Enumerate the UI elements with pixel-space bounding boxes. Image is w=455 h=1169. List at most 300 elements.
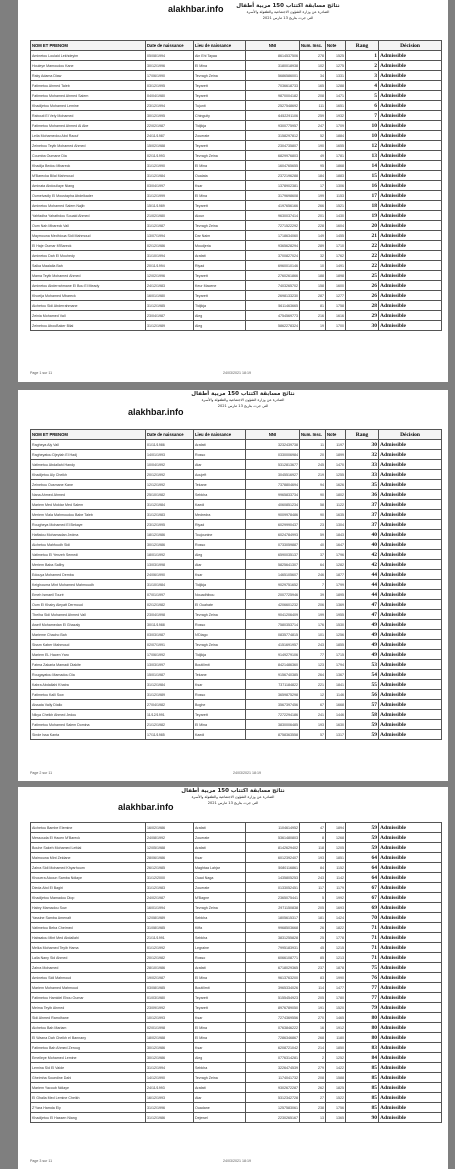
cell-note: 1275: [326, 61, 346, 71]
cell-dob: 31/12/1984: [146, 680, 194, 690]
cell-decision: Admissible: [379, 823, 442, 833]
cell-pob: Tekane: [194, 480, 246, 490]
table-row: [31, 540, 442, 550]
headline-sub1: الصادرة عن وزارة الشؤون الاجتماعية والطفولة والأسرة: [246, 10, 330, 14]
cell-pob: N'Diago: [194, 630, 246, 640]
cell-rang: 90: [346, 1113, 379, 1123]
cell-nni: 5080116861: [246, 863, 300, 873]
cell-nni: 1104614952: [246, 823, 300, 833]
cell-pob: Nouadhibou: [194, 590, 246, 600]
cell-num-insc: 214: [300, 1043, 326, 1053]
cell-num-insc: 270: [300, 1013, 326, 1023]
cell-dob: 31/12/2000: [146, 873, 194, 883]
cell-pob: El Mina: [194, 191, 246, 201]
table-row: [31, 600, 442, 610]
cell-num-insc: 181: [300, 913, 326, 923]
cell-pob: Legraine: [194, 943, 246, 953]
table-row: [31, 1023, 442, 1033]
document-page-2: [18, 390, 448, 781]
cell-nni: 9365628294: [246, 241, 300, 251]
cell-num-insc: 67: [300, 700, 326, 710]
cell-nni: 9968503668: [246, 923, 300, 933]
table-row: [31, 580, 442, 590]
cell-pob: Aioun: [194, 211, 246, 221]
cell-rang: 47: [346, 610, 379, 620]
cell-dob: 15/11/1989: [146, 201, 194, 211]
cell-dob: 31/12/1989: [146, 321, 194, 331]
cell-rang: 67: [346, 893, 379, 903]
cell-rang: 29: [346, 311, 379, 321]
cell-name: Fatimetou Mohamed Ahmed Al Abe: [31, 121, 146, 131]
cell-decision: Admissible: [379, 111, 442, 121]
cell-dob: 31/10/1994: [146, 251, 194, 261]
cell-dob: 31/12/1986: [146, 1113, 194, 1123]
cell-pob: Boghe: [194, 700, 246, 710]
cell-note: 1282: [326, 560, 346, 570]
cell-nni: 9302672287: [246, 1083, 300, 1093]
cell-rang: 35: [346, 480, 379, 490]
col-header-name: NOM ET PRENOM: [31, 430, 146, 440]
cell-name: Aichetou Bambe Elemine: [31, 823, 146, 833]
table-row: [31, 640, 442, 650]
cell-pob: M'Bagne: [194, 893, 246, 903]
cell-note: 1215: [326, 943, 346, 953]
cell-pob: Kiffa: [194, 923, 246, 933]
table-row: [31, 670, 442, 680]
cell-nni: 1465105607: [246, 570, 300, 580]
cell-note: 1843: [326, 530, 346, 540]
cell-name: Fatimetou Hamidel Ebou Oumar: [31, 993, 146, 1003]
cell-decision: Admissible: [379, 853, 442, 863]
table-row: [31, 923, 442, 933]
cell-num-insc: 64: [300, 560, 326, 570]
cell-num-insc: 8: [300, 833, 326, 843]
cell-num-insc: 165: [300, 81, 326, 91]
cell-note: 1758: [326, 301, 346, 311]
cell-dob: 18/12/1986: [146, 530, 194, 540]
cell-nni: 6590035137: [246, 550, 300, 560]
table-row: [31, 291, 442, 301]
cell-decision: Admissible: [379, 1073, 442, 1083]
headline-title: نتائج مسابقة اكتتاب 150 مربية أطفال: [191, 391, 295, 397]
cell-nni: 6829976803: [246, 151, 300, 161]
cell-decision: Admissible: [379, 520, 442, 530]
cell-pob: Teyarett: [194, 81, 246, 91]
table-row: [31, 570, 442, 580]
cell-num-insc: 241: [300, 710, 326, 720]
cell-num-insc: 26: [300, 923, 326, 933]
table-row: [31, 560, 442, 570]
cell-pob: Tekane: [194, 670, 246, 680]
cell-rang: 19: [346, 211, 379, 221]
table-row: [31, 520, 442, 530]
cell-pob: Toujounine: [194, 530, 246, 540]
table-row: [31, 823, 442, 833]
cell-note: 1693: [326, 903, 346, 913]
cell-decision: Admissible: [379, 1053, 442, 1063]
cell-dob: 31/12/1996: [146, 1103, 194, 1113]
cell-dob: 12/02/1996: [146, 271, 194, 281]
cell-name: Haftatou Mohamadan Jedma: [31, 530, 146, 540]
cell-decision: Admissible: [379, 720, 442, 730]
cell-num-insc: 238: [300, 1103, 326, 1113]
cell-decision: Admissible: [379, 873, 442, 883]
cell-pob: El Mina: [194, 161, 246, 171]
table-row: [31, 490, 442, 500]
cell-nni: 7036618733: [246, 81, 300, 91]
table-row: [31, 171, 442, 181]
cell-pob: Ouadane: [194, 1103, 246, 1113]
cell-name: Vatimetou El Yenzeh Semedi: [31, 550, 146, 560]
table-row: [31, 51, 442, 61]
page-footer-date: 24/03/2021 18:19: [223, 371, 251, 375]
cell-dob: 16/01/1994: [146, 903, 194, 913]
cell-name: Bouhe Sakeh Mohamed Lefdal: [31, 843, 146, 853]
table-row: [31, 853, 442, 863]
cell-rang: 59: [346, 730, 379, 740]
cell-nni: 8421486360: [246, 660, 300, 670]
cell-name: Emeh Ismaeil Touré: [31, 590, 146, 600]
table-row: [31, 500, 442, 510]
cell-note: 1710: [326, 241, 346, 251]
cell-decision: Admissible: [379, 261, 442, 271]
cell-note: 1647: [326, 540, 346, 550]
table-row: [31, 550, 442, 560]
cell-dob: 24/02/1987: [146, 893, 194, 903]
cell-num-insc: 20: [300, 450, 326, 460]
cell-name: Maimouna Mint Zeidane: [31, 853, 146, 863]
cell-rang: 26: [346, 281, 379, 291]
cell-num-insc: 278: [300, 51, 326, 61]
cell-note: 1331: [326, 71, 346, 81]
cell-name: Lemina Sid El Vaide: [31, 1063, 146, 1073]
cell-note: 1796: [326, 550, 346, 560]
cell-rang: 20: [346, 221, 379, 231]
cell-dob: 11/12/1991: [146, 710, 194, 720]
cell-note: 1626: [326, 480, 346, 490]
table-row: [31, 281, 442, 291]
cell-decision: Admissible: [379, 470, 442, 480]
cell-dob: 02/12/1982: [146, 600, 194, 610]
cell-num-insc: 27: [300, 1093, 326, 1103]
cell-name: Khadija Bedou Mbareck: [31, 161, 146, 171]
headline-sub2: التي جرت بتاريخ 13 مارس 2021: [207, 801, 259, 805]
cell-num-insc: 17: [300, 181, 326, 191]
cell-rang: 85: [346, 1083, 379, 1093]
cell-name: Mariem EL Hacen Yaro: [31, 650, 146, 660]
table-header-row: [31, 41, 442, 51]
table-row: [31, 440, 442, 450]
cell-num-insc: 47: [300, 823, 326, 833]
cell-decision: Admissible: [379, 151, 442, 161]
cell-pob: El Mina: [194, 1023, 246, 1033]
cell-note: 1895: [326, 590, 346, 600]
cell-num-insc: 259: [300, 111, 326, 121]
cell-nni: 2365075441: [246, 893, 300, 903]
cell-pob: Aleg: [194, 1053, 246, 1063]
cell-pob: Aoujeft: [194, 470, 246, 480]
cell-note: 1365: [326, 1113, 346, 1123]
table-row: [31, 1093, 442, 1103]
table-row: [31, 1013, 442, 1023]
cell-name: Z'Yara Hamda Ely: [31, 1103, 146, 1113]
cell-nni: 5686586001: [246, 71, 300, 81]
cell-note: 1899: [326, 450, 346, 460]
cell-dob: 15/01/1987: [146, 670, 194, 680]
col-header-nni: NNI: [246, 41, 300, 51]
cell-decision: Admissible: [379, 510, 442, 520]
cell-name: Meriem Vlala Mahmoudou Babe Taleb: [31, 510, 146, 520]
table-row: [31, 241, 442, 251]
table-row: [31, 620, 442, 630]
cell-nni: 2007725946: [246, 590, 300, 600]
cell-rang: 36: [346, 490, 379, 500]
cell-dob: 05/08/1994: [146, 51, 194, 61]
cell-note: 1802: [326, 490, 346, 500]
cell-dob: 27/04/1982: [146, 700, 194, 710]
cell-note: 1883: [326, 171, 346, 181]
cell-nni: 4206601232: [246, 600, 300, 610]
cell-nni: 7378804694: [246, 480, 300, 490]
cell-note: 1709: [326, 121, 346, 131]
cell-dob: 17/11/1985: [146, 730, 194, 740]
col-header-decision: Décision: [379, 41, 442, 51]
cell-rang: 84: [346, 1053, 379, 1063]
cell-pob: Zouerate: [194, 131, 246, 141]
cell-nni: 8142629402: [246, 843, 300, 853]
cell-note: 1525: [326, 51, 346, 61]
table-row: [31, 710, 442, 720]
cell-nni: 5155454923: [246, 993, 300, 1003]
cell-note: 1446: [326, 710, 346, 720]
cell-note: 1197: [326, 440, 346, 450]
cell-note: 1153: [326, 191, 346, 201]
cell-decision: Admissible: [379, 953, 442, 963]
cell-note: 1288: [326, 81, 346, 91]
table-row: [31, 863, 442, 873]
cell-note: 1630: [326, 720, 346, 730]
cell-name: Maymouna Medhioua Sidi Mahmoud: [31, 231, 146, 241]
cell-decision: Admissible: [379, 490, 442, 500]
cell-rang: 14: [346, 161, 379, 171]
cell-rang: 15: [346, 171, 379, 181]
cell-note: 1252: [326, 1053, 346, 1063]
cell-pob: Moudjeria: [194, 241, 246, 251]
cell-note: 1604: [326, 221, 346, 231]
cell-name: Meriem Baba Sallhy: [31, 560, 146, 570]
cell-pob: Arafatt: [194, 1083, 246, 1093]
cell-note: 1122: [326, 500, 346, 510]
cell-num-insc: 111: [300, 101, 326, 111]
cell-name: Zeinebou AbouBaker Bilal: [31, 321, 146, 331]
cell-rang: 5: [346, 91, 379, 101]
cell-name: Messouda El Hacen M'Bareck: [31, 833, 146, 843]
table-row: [31, 983, 442, 993]
cell-nni: 6012392407: [246, 853, 300, 863]
cell-num-insc: 208: [300, 91, 326, 101]
cell-rang: 37: [346, 510, 379, 520]
cell-note: 1180: [326, 1033, 346, 1043]
cell-dob: 03/04/1997: [146, 181, 194, 191]
col-header-rang: Rang: [346, 41, 379, 51]
cell-name: Leila Mohamedou Abd Raouf: [31, 131, 146, 141]
cell-name: Aminetou Dah El Mouhedy: [31, 251, 146, 261]
cell-rang: 33: [346, 470, 379, 480]
cell-name: El Ghalia Med Lemine Cheikh: [31, 1093, 146, 1103]
cell-nni: 9029751652: [246, 580, 300, 590]
cell-nni: 8976789050: [246, 1003, 300, 1013]
cell-num-insc: 123: [300, 660, 326, 670]
cell-pob: Sebkha: [194, 1063, 246, 1073]
cell-name: Zahra Mohamed: [31, 963, 146, 973]
cell-pob: Kaedi: [194, 730, 246, 740]
cell-pob: Teyarett: [194, 993, 246, 1003]
cell-pob: Teyarett: [194, 141, 246, 151]
cell-pob: Zouerate: [194, 833, 246, 843]
cell-nni: 1604765655: [246, 161, 300, 171]
cell-decision: Admissible: [379, 81, 442, 91]
cell-pob: Boutilimit: [194, 983, 246, 993]
table-row: [31, 630, 442, 640]
cell-pob: Rosso: [194, 540, 246, 550]
cell-pob: Atar: [194, 1093, 246, 1103]
cell-pob: Arafatt: [194, 843, 246, 853]
cell-name: Gheimha Souedine Dahi: [31, 1073, 146, 1083]
cell-pob: Rosso: [194, 690, 246, 700]
cell-nni: 3158297812: [246, 131, 300, 141]
cell-note: 1894: [326, 823, 346, 833]
cell-dob: 31/12/1999: [146, 191, 194, 201]
cell-dob: 22/02/1987: [146, 121, 194, 131]
cell-pob: Ksar: [194, 1043, 246, 1053]
cell-dob: 20/12/1992: [146, 470, 194, 480]
cell-name: Fatimetou Ahmed Taleb: [31, 81, 146, 91]
cell-rang: 80: [346, 1023, 379, 1033]
cell-note: 1932: [326, 111, 346, 121]
cell-nni: 2698133230: [246, 291, 300, 301]
cell-pob: Tidjikja: [194, 301, 246, 311]
cell-name: Vatimetou Beba Cheimed: [31, 923, 146, 933]
cell-pob: Tevragh Zeina: [194, 71, 246, 81]
results-body: [31, 51, 442, 331]
cell-num-insc: 289: [300, 241, 326, 251]
cell-decision: Admissible: [379, 201, 442, 211]
cell-nni: 5862278324: [246, 321, 300, 331]
cell-note: 1317: [326, 730, 346, 740]
headline-sub1: الصادرة عن وزارة الشؤون الاجتماعية والطفولة والأسرة: [201, 398, 285, 402]
cell-rang: 79: [346, 1003, 379, 1013]
cell-decision: Admissible: [379, 640, 442, 650]
cell-name: Fatimetou Bah Ahmed Zeroug: [31, 1043, 146, 1053]
cell-note: 1306: [326, 181, 346, 191]
cell-decision: Admissible: [379, 271, 442, 281]
cell-decision: Admissible: [379, 311, 442, 321]
cell-num-insc: 16: [300, 1023, 326, 1033]
table-row: [31, 131, 442, 141]
cell-decision: Admissible: [379, 1033, 442, 1043]
cell-decision: Admissible: [379, 1083, 442, 1093]
cell-nni: 6452291106: [246, 111, 300, 121]
cell-note: 1268: [326, 833, 346, 843]
table-row: [31, 71, 442, 81]
cell-pob: Tevragh Zeina: [194, 1073, 246, 1083]
page-footer-number: Page 3 sur 11: [30, 1159, 53, 1163]
cell-nni: 0835774815: [246, 630, 300, 640]
table-row: [31, 101, 442, 111]
cell-dob: 16/01/1980: [146, 291, 194, 301]
site-watermark: alakhbar.info: [118, 802, 174, 812]
cell-dob: 13/07/1994: [146, 231, 194, 241]
cell-note: 1868: [326, 161, 346, 171]
cell-pob: Arafatt: [194, 251, 246, 261]
cell-decision: Admissible: [379, 973, 442, 983]
cell-num-insc: 90: [300, 510, 326, 520]
cell-num-insc: 199: [300, 610, 326, 620]
results-table: [30, 822, 442, 1123]
cell-rang: 71: [346, 953, 379, 963]
cell-pob: Tidjikja: [194, 650, 246, 660]
cell-nni: 9630037414: [246, 211, 300, 221]
cell-dob: 18/02/1988: [146, 1033, 194, 1043]
cell-decision: Admissible: [379, 301, 442, 311]
cell-name: Habry Mamadou Sow: [31, 903, 146, 913]
cell-pob: Ouad Naga: [194, 873, 246, 883]
cell-decision: Admissible: [379, 121, 442, 131]
table-row: [31, 590, 442, 600]
cell-nni: 6066108771: [246, 953, 300, 963]
cell-dob: 01/11/1986: [146, 440, 194, 450]
cell-decision: Admissible: [379, 1093, 442, 1103]
cell-decision: Admissible: [379, 913, 442, 923]
cell-nni: 7995183931: [246, 943, 300, 953]
table-row: [31, 151, 442, 161]
cell-rang: 64: [346, 873, 379, 883]
cell-nni: 3700827024: [246, 251, 300, 261]
table-row: [31, 963, 442, 973]
cell-nni: 5312813677: [246, 460, 300, 470]
cell-pob: Zouerate: [194, 883, 246, 893]
cell-nni: 3965334026: [246, 983, 300, 993]
cell-decision: Admissible: [379, 1023, 442, 1033]
cell-note: 1668: [326, 700, 346, 710]
cell-num-insc: 237: [300, 963, 326, 973]
cell-decision: Admissible: [379, 943, 442, 953]
cell-decision: Admissible: [379, 580, 442, 590]
cell-name: Fatma Zakaria Mamadi Diakite: [31, 660, 146, 670]
cell-note: 1179: [326, 883, 346, 893]
cell-decision: Admissible: [379, 590, 442, 600]
cell-num-insc: 5: [300, 893, 326, 903]
cell-pob: Ksar: [194, 181, 246, 191]
cell-dob: 04/04/1980: [146, 91, 194, 101]
cell-decision: Admissible: [379, 1103, 442, 1113]
cell-pob: Atar: [194, 560, 246, 570]
cell-dob: 03/08/1985: [146, 983, 194, 993]
cell-pob: Ksar: [194, 853, 246, 863]
cell-nni: 5361480803: [246, 833, 300, 843]
col-header-num-insc: Num. Insc.: [300, 430, 326, 440]
cell-dob: 31/12/1987: [146, 221, 194, 231]
cell-pob: Tevragh Zeina: [194, 610, 246, 620]
cell-num-insc: 205: [300, 993, 326, 1003]
cell-num-insc: 12: [300, 690, 326, 700]
cell-decision: Admissible: [379, 241, 442, 251]
cell-num-insc: 11: [300, 440, 326, 450]
cell-dob: 17/06/1992: [146, 650, 194, 660]
cell-nni: 8758363558: [246, 730, 300, 740]
cell-nni: 9965833734: [246, 490, 300, 500]
cell-num-insc: 193: [300, 853, 326, 863]
